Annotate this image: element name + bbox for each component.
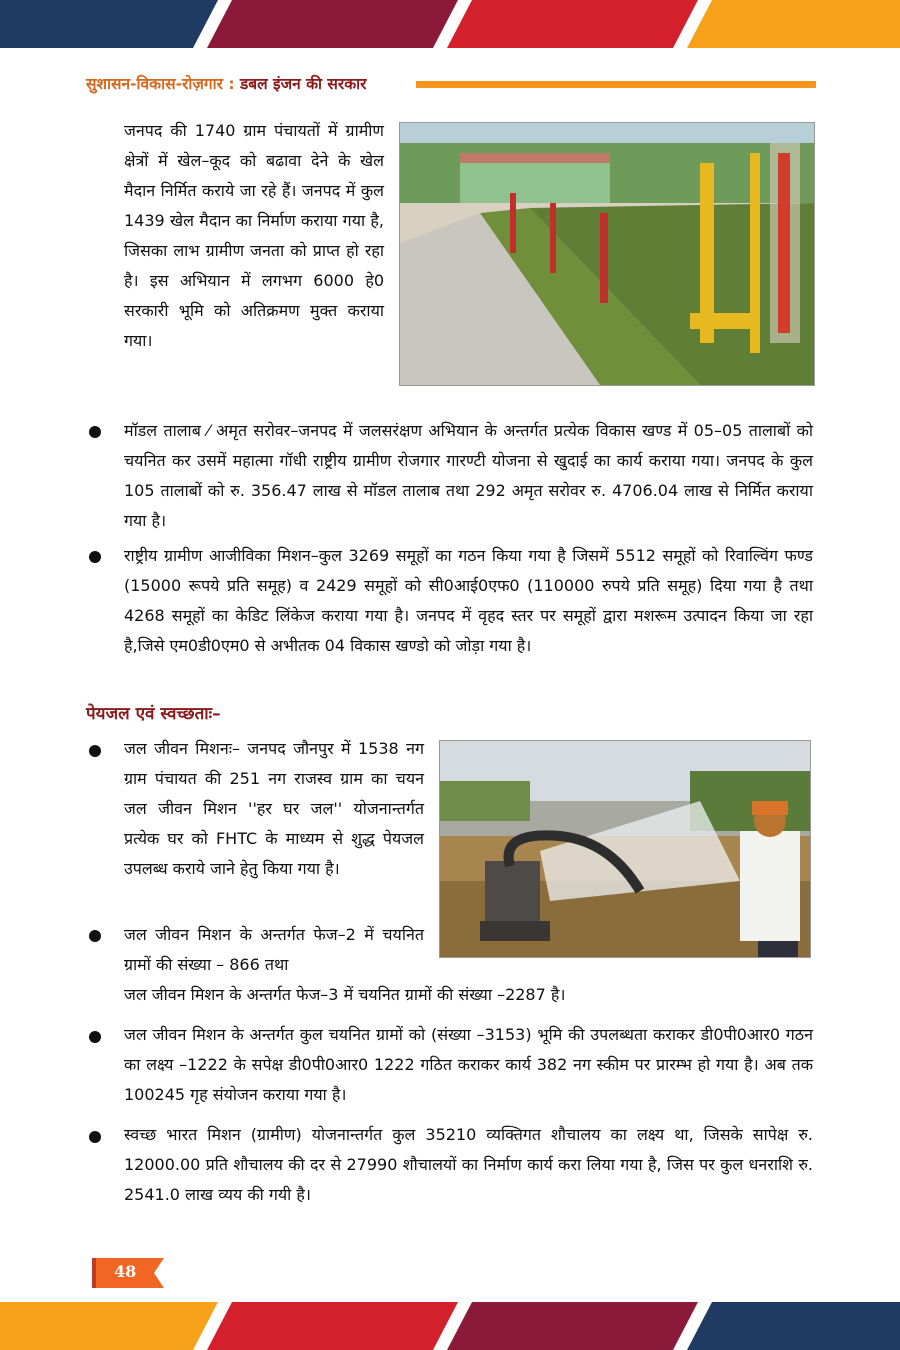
top-color-band — [0, 0, 900, 48]
bullet-jal-jeevan: जल जीवन मिशनः– जनपद जौनपुर में 1538 नग ग्राम पंचायत की 251 नग राजस्व ग्राम का चयन जल जीवन मिशन ''हर घर जल'' योजनान्तर्गत प्रत्येक घर को FHTC के माध्यम से शुद्ध पेयजल उपलब्ध कराये जाने हेतु किया गया है। — [124, 739, 424, 878]
bullet-icon — [89, 1031, 101, 1043]
bullet-icon — [89, 426, 101, 438]
water-pipe-photo — [439, 740, 811, 958]
bullet-phase-2: जल जीवन मिशन के अन्तर्गत फेज–2 में चयनित ग्रामों की संख्या – 866 तथा — [124, 925, 424, 974]
header-rule — [416, 81, 816, 88]
bullet-icon — [89, 745, 101, 757]
bullet-icon — [89, 1131, 101, 1143]
header-title: सुशासन-विकास-रोज़गार : डबल इंजन की सरकार — [86, 75, 367, 93]
running-header — [86, 72, 816, 96]
bullet-model-talab: मॉडल तालाब ⁄ अमृत सरोवर–जनपद में जलसरंक्षण अभियान के अन्तर्गत प्रत्येक विकास खण्ड में 05–05 तालाबों को चयनित कर उसमें महात्मा गॉधी राष्ट्रीय ग्रामीण रोजगार गारण्टी योजना से खुदाई का कार्य कराया गया। जनपद के कुल 105 तालाबों को रु. 356.47 लाख से मॉडल तालाब तथा 292 अमृत सरोवर रु. 4706.04 लाख से निर्मित कराया गया है। — [124, 421, 813, 530]
section-heading: पेयजल एवं स्वच्छताः– — [86, 704, 221, 724]
bottom-color-band — [0, 1302, 900, 1350]
playground-photo — [399, 122, 815, 386]
phase-3-line: जल जीवन मिशन के अन्तर्गत फेज–3 में चयनित ग्रामों की संख्या –2287 है। — [124, 985, 566, 1004]
bullet-icon — [89, 551, 101, 563]
bullet-icon — [89, 930, 101, 942]
bullet-swachh-bharat: स्वच्छ भारत मिशन (ग्रामीण) योजनान्तर्गत कुल 35210 व्यक्तिगत शौचालय का लक्ष्य था, जिसके सापेक्ष रु. 12000.00 प्रति शौचालय की दर से 27990 शौचालयों का निर्माण कार्य करा लिया गया है, जिस पर कुल धनराशि रु. 2541.0 लाख व्यय की गयी है। — [124, 1125, 813, 1204]
bullet-dpr: जल जीवन मिशन के अन्तर्गत कुल चयनित ग्रामों को (संख्या –3153) भूमि की उपलब्धता कराकर डी0पी0आर0 गठन का लक्ष्य –1222 के सपेक्ष डी0पी0आर0 1222 गठित कराकर कार्य 382 नग स्कीम पर प्रारम्भ हो गया है। अब तक 100245 गृह संयोजन कराया गया है। — [124, 1025, 813, 1104]
page-number: 48 — [114, 1262, 137, 1281]
bullet-ajeevika-mission: राष्ट्रीय ग्रामीण आजीविका मिशन–कुल 3269 समूहों का गठन किया गया है जिसमें 5512 समूहों को रिवाल्विंग फण्ड (15000 रूपये प्रति समूह) व 2429 समूहों को सी0आई0एफ0 (110000 रुपये प्रति समूह) दिया गया है तथा 4268 समूहों का केडिट लिंकेज कराया गया है। जनपद में वृहद स्तर पर समूहों द्वारा मशरूम उत्पादन किया जा रहा है,जिसे एम0डी0एम0 से अभीतक 04 विकास खण्डो को जोड़ा गया है। — [124, 546, 813, 655]
intro-paragraph: जनपद की 1740 ग्राम पंचायतों में ग्रामीण क्षेत्रों में खेल–कूद को बढावा देने के खेल मैदान निर्मित कराये जा रहे हैं। जनपद में कुल 1439 खेल मैदान का निर्माण कराया गया है, जिसका लाभ ग्रामीण जनता को प्राप्त हो रहा है। इस अभियान में लगभग 6000 हे0 सरकारी भूमि को अतिक्रमण मुक्त कराया गया। — [124, 121, 384, 350]
